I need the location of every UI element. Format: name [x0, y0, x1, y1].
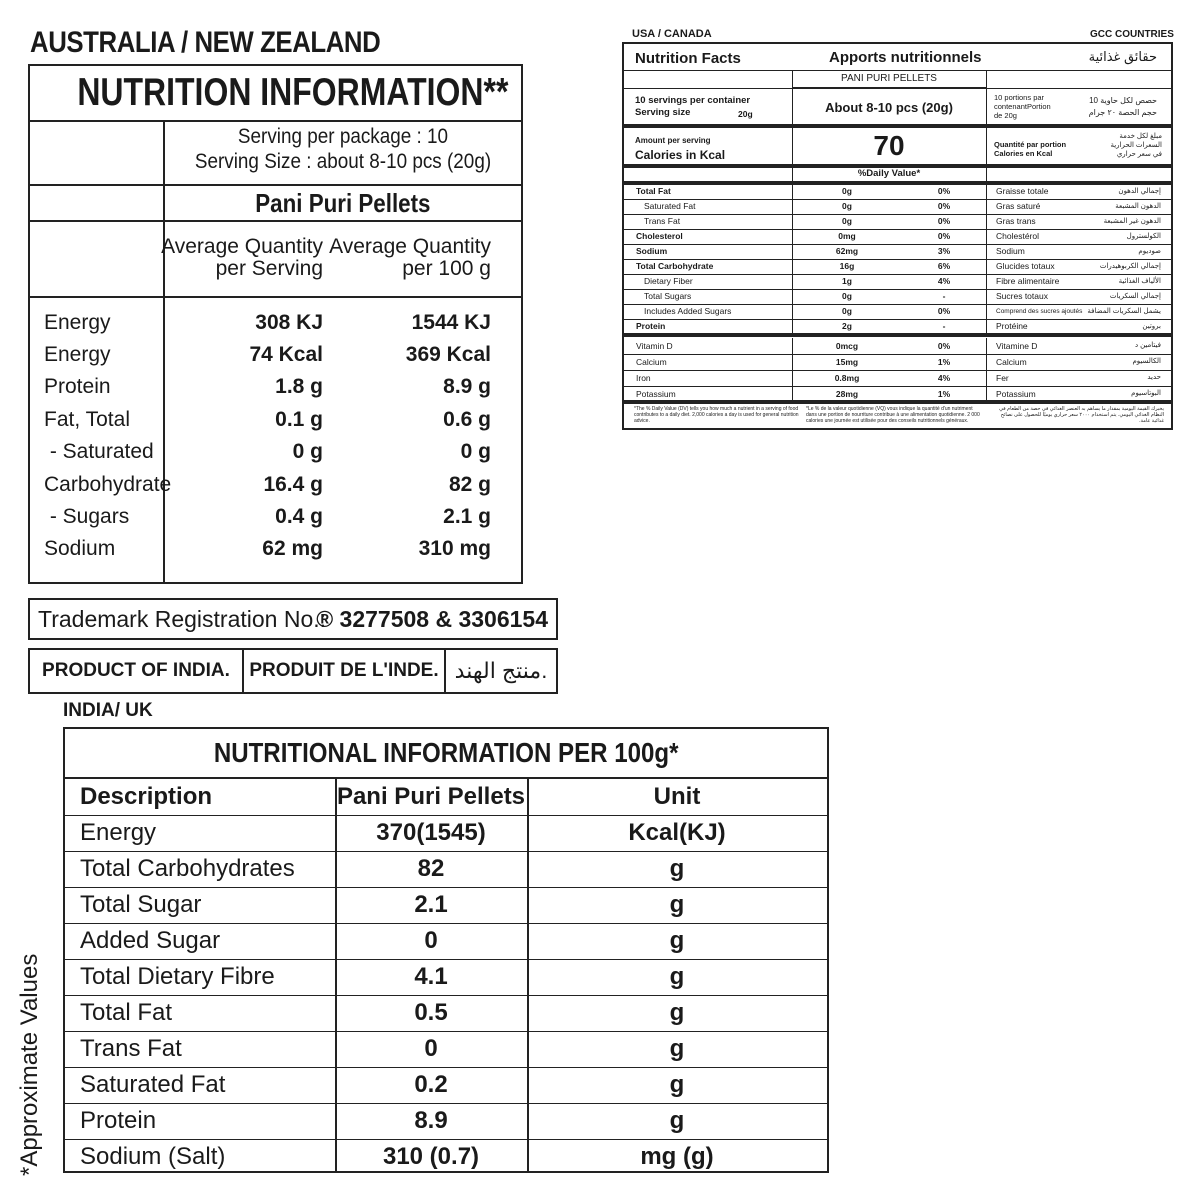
us-nutrient-row: Trans Fat 0g 0% Gras trans الدهون غير المشبعة: [624, 214, 1171, 230]
india-row: Saturated Fat 0.2 g: [65, 1067, 827, 1104]
india-header-description: Description: [80, 783, 213, 810]
india-nutrition-table: [63, 727, 829, 1173]
us-title-ar: حقائق غذائية: [1088, 49, 1157, 64]
us-amount-per-serving: Amount per serving: [635, 136, 711, 145]
us-nutrient-row: Cholesterol 0mg 0% Cholestérol الكولسترول: [624, 229, 1171, 245]
us-nutrient-row: Total Sugars 0g - Sucres totaux إجمالي السكريات: [624, 289, 1171, 305]
au-serving-info: [165, 124, 521, 174]
origin-fr: PRODUIT DE L'INDE.: [249, 660, 439, 681]
us-calories-value: 70: [873, 130, 905, 161]
india-row: Added Sugar 0 g: [65, 923, 827, 960]
india-row: Total Carbohydrates 82 g: [65, 851, 827, 888]
india-header-row: [65, 779, 827, 816]
au-row: Energy 308 KJ 1544 KJ: [44, 311, 491, 334]
us-nutrient-row: Iron 0.8mg 4% Fer حديد: [624, 370, 1171, 387]
trademark-numbers: ® 3277508 & 3306154: [316, 606, 548, 632]
us-nutrient-row: Total Fat 0g 0% Graisse totale إجمالي الدهون: [624, 184, 1171, 200]
au-table-title: NUTRITION INFORMATION**: [30, 66, 521, 122]
india-row: Sodium (Salt) 310 (0.7) mg (g): [80, 1143, 714, 1170]
us-nutrient-row: Potassium 28mg 1% Potassium البوتاسيوم: [624, 386, 1171, 403]
us-calories-label: Calories in Kcal: [635, 148, 726, 162]
india-row: Protein 8.9 g: [65, 1103, 827, 1140]
us-calories-ar: مبلغ لكل خدمة السعرات الحرارية في سعر حراري: [1110, 133, 1162, 158]
us-serving-size-grams: 20g: [738, 109, 753, 119]
us-footnote-ar: يخبرك القيمة اليومية بمقدار ما يساهم به العنصر الغذائي في حصة من الطعام في النظام الغذائي اليومي. يتم استخدام ٢٠٠٠ سعر حراري يوميًا للحصول على نصائح غذائية عامة.: [999, 406, 1164, 424]
india-row: Total Dietary Fibre 4.1 g: [65, 959, 827, 996]
au-serving-per-package: Serving per package : 10: [237, 125, 449, 148]
us-title-fr: Apports nutritionnels: [829, 49, 982, 66]
us-serving-size-label: Serving size: [635, 107, 691, 118]
us-nutrient-row: Sodium 62mg 3% Sodium صوديوم: [624, 244, 1171, 260]
au-row: - Saturated 0 g 0 g: [44, 440, 491, 463]
india-table-title: NUTRITIONAL INFORMATION PER 100g*: [65, 729, 827, 779]
us-servings-fr: 10 portions par contenantPortion de 20g: [994, 93, 1051, 120]
us-nutrient-row: Includes Added Sugars 0g 0% Comprend des sucres ajoutés يشمل السكريات المضافة: [624, 304, 1171, 320]
us-title-en: Nutrition Facts: [635, 50, 741, 67]
trademark-box: [28, 598, 558, 640]
us-serving-amount: About 8-10 pcs (20g): [825, 100, 953, 115]
india-header-unit: Unit: [653, 783, 701, 810]
india-header-product: Pani Puri Pellets: [336, 783, 526, 810]
india-row: Trans Fat 0 g: [65, 1031, 827, 1068]
au-col-per-serving: Average Quantity per Serving: [161, 235, 323, 280]
us-product-name: PANI PURI PELLETS: [841, 73, 937, 84]
us-region-title: USA / CANADA: [632, 28, 712, 40]
us-footnote-fr: *Le % de la valeur quotidienne (VQ) vous indique la quantité d'un nutriment dans une portion de nourriture contribue à une alimentation quotidienne. 2 000 calories une journée est utilisée pour des conseils nutritionnels généraux.: [806, 406, 980, 424]
gcc-region-title: GCC COUNTRIES: [1090, 29, 1174, 40]
us-servings-ar: حصص لكل حاوية 10 حجم الحصة ٢٠ جرام: [1088, 96, 1157, 117]
us-nutrient-row: Vitamin D 0mcg 0% Vitamine D فيتامين د: [624, 338, 1171, 355]
india-region-title: INDIA/ UK: [63, 700, 153, 721]
us-dv-header: %Daily Value*: [857, 168, 921, 179]
approximate-values-note: *Approximate Values: [16, 953, 43, 1176]
origin-ar: منتج الهند.: [454, 658, 548, 683]
au-row: Protein 1.8 g 8.9 g: [44, 375, 491, 398]
au-row: - Sugars 0.4 g 2.1 g: [44, 505, 491, 528]
au-row: Carbohydrate 16.4 g 82 g: [44, 473, 491, 496]
us-nutrient-row: Calcium 15mg 1% Calcium الكالسيوم: [624, 354, 1171, 371]
au-nutrition-table: [28, 64, 523, 584]
us-calories-fr: Quantité par portion Calories en Kcal: [994, 140, 1067, 158]
us-nutrient-row: Saturated Fat 0g 0% Gras saturé الدهون المشبعة: [624, 199, 1171, 215]
trademark-label: Trademark Registration No.:: [38, 606, 327, 632]
us-footnote-en: *The % Daily Value (DV) tells you how much a nutrient in a serving of food contributes to a daily diet. 2,000 calories a day is used for general nutrition advice.: [634, 406, 799, 424]
india-row: Total Fat 0.5 g: [65, 995, 827, 1032]
india-row: Energy 370(1545) Kcal(KJ): [65, 815, 827, 852]
au-col-per-100g: Average Quantity per 100 g: [329, 235, 491, 280]
us-nutrition-facts-table: [622, 42, 1173, 430]
au-row: Fat, Total 0.1 g 0.6 g: [44, 408, 491, 431]
au-row: Sodium 62 mg 310 mg: [44, 537, 491, 560]
india-row: Total Sugar 2.1 g: [65, 887, 827, 924]
us-servings-per-container: 10 servings per container: [635, 95, 751, 106]
au-serving-size: Serving Size : about 8-10 pcs (20g): [194, 150, 492, 173]
au-product-name: Pani Puri Pellets: [255, 188, 431, 218]
origin-en: PRODUCT OF INDIA.: [42, 660, 230, 681]
au-region-title: AUSTRALIA / NEW ZEALAND: [30, 26, 381, 59]
origin-box: [28, 648, 558, 694]
us-nutrient-row: Dietary Fiber 1g 4% Fibre alimentaire الألياف الغذائية: [624, 274, 1171, 290]
us-nutrient-row: Total Carbohydrate 16g 6% Glucides totaux إجمالي الكربوهيدرات: [624, 259, 1171, 275]
au-row: Energy 74 Kcal 369 Kcal: [44, 343, 491, 366]
us-nutrient-row: Protein 2g - Protéine بروتين: [624, 319, 1171, 335]
